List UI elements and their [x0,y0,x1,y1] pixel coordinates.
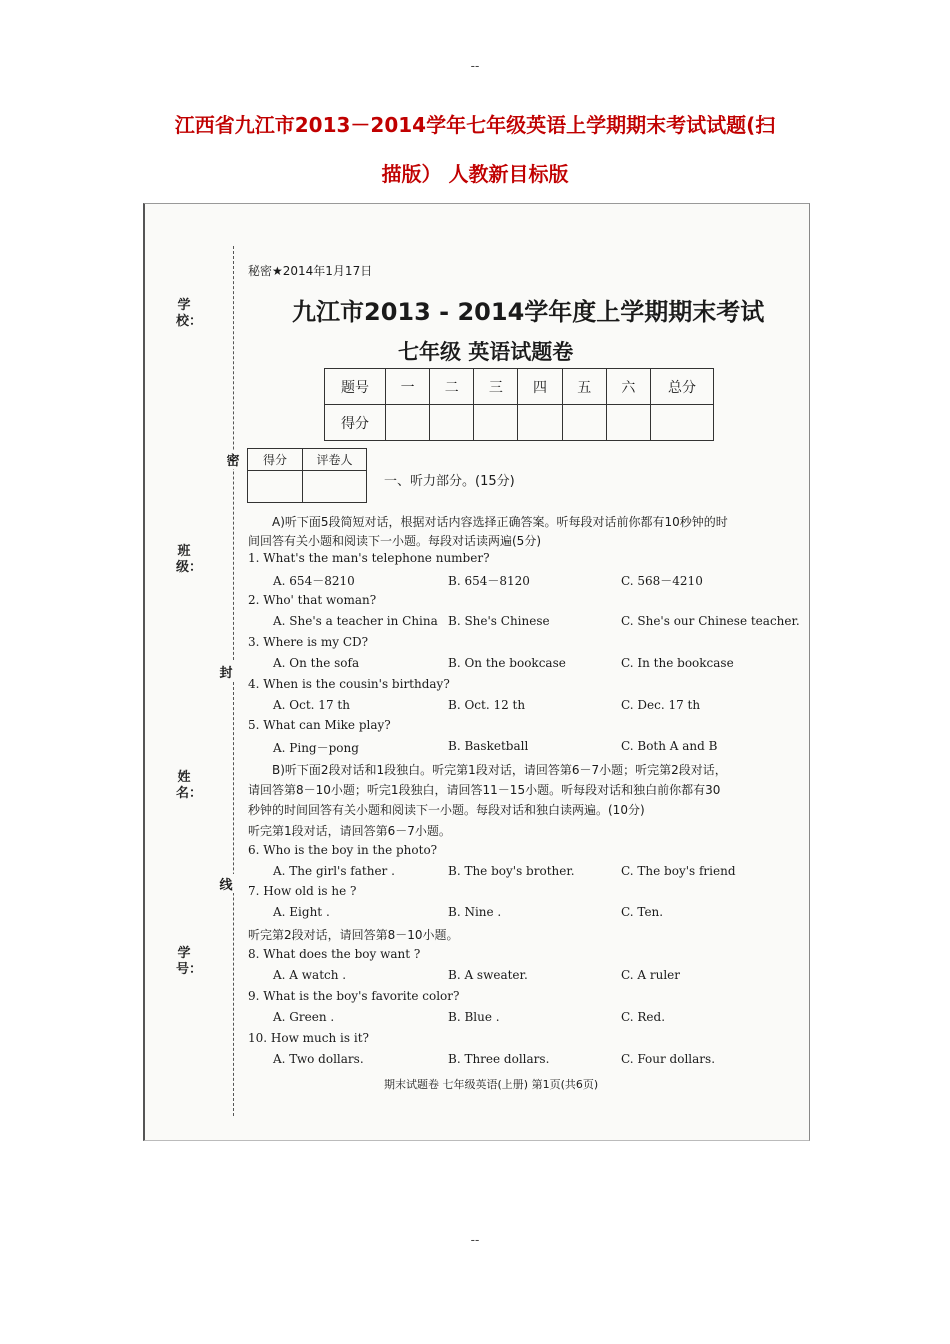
document-title-line-2: 描版） 人教新目标版 [381,162,569,186]
question-4-option-a: A. Oct. 17 th [273,698,350,712]
page-footer: 期末试题卷 七年级英语(上册) 第1页(共6页) [384,1078,599,1091]
score-header-cell: 总分 [651,369,714,405]
question-8-option-a: A. A watch . [273,968,347,982]
page-marker-bottom: -- [470,1232,480,1247]
score-table [324,368,714,441]
question-1: 1. What's the man's telephone number? [248,551,490,565]
seal-char-mi: 密 [225,450,241,469]
score-header-cell: 三 [474,369,518,405]
score-cell [651,405,714,441]
question-5-option-c: C. Both A and B [621,739,718,753]
question-6: 6. Who is the boy in the photo? [248,843,438,857]
side-label-school: 学校： [176,298,203,329]
score-cell [430,405,474,441]
question-7: 7. How old is he ? [248,884,357,898]
question-4-option-c: C. Dec. 17 th [621,698,701,712]
note-questions-8-10: 听完第2段对话，请回答第8－10小题。 [248,928,459,942]
note-questions-6-7: 听完第1段对话，请回答第6－7小题。 [248,824,451,838]
question-3: 3. Where is my CD? [248,635,369,649]
score-cell [386,405,430,441]
part-a-instructions-line-2: 间回答有关小题和阅读下一小题。每段对话读两遍(5分) [248,534,542,548]
question-10-option-a: A. Two dollars. [273,1052,364,1066]
question-1-option-b: B. 654－8120 [448,574,530,588]
question-9-option-c: C. Red. [621,1010,666,1024]
score-header-cell: 四 [518,369,562,405]
grader-header-grader: 评卷人 [303,449,367,471]
page-marker-top: -- [470,58,480,73]
question-2-option-c: C. She's our Chinese teacher. [621,614,800,628]
part-a-instructions-line-1: A)听下面5段简短对话，根据对话内容选择正确答案。听每段对话前你都有10秒钟的时 [272,515,728,529]
grader-cell [303,471,367,503]
question-7-option-c: C. Ten. [621,905,664,919]
seal-char-xian: 线 [218,874,234,893]
score-cell [518,405,562,441]
question-9: 9. What is the boy's favorite color? [248,989,460,1003]
section-one-heading: 一、听力部分。(15分) [384,474,515,489]
question-8-option-c: C. A ruler [621,968,681,982]
question-8-option-b: B. A sweater. [448,968,528,982]
part-b-instructions-line-3: 秒钟的时间回答有关小题和阅读下一小题。每段对话和独白读两遍。(10分) [248,803,645,817]
question-4: 4. When is the cousin's birthday? [248,677,450,691]
part-b-instructions-line-1: B)听下面2段对话和1段独白。听完第1段对话，请回答第6－7小题；听完第2段对话， [272,763,727,777]
question-4-option-b: B. Oct. 12 th [448,698,526,712]
side-label-student-number: 学号： [176,946,203,977]
question-3-option-b: B. On the bookcase [448,656,566,670]
question-7-option-b: B. Nine . [448,905,502,919]
side-label-name: 姓名： [176,770,203,801]
question-2: 2. Who' that woman? [248,593,377,607]
question-1-option-a: A. 654－8210 [273,574,355,588]
question-3-option-c: C. In the bookcase [621,656,734,670]
score-header-cell: 二 [430,369,474,405]
score-header-cell: 题号 [325,369,386,405]
score-cell [562,405,606,441]
question-8: 8. What does the boy want ? [248,947,421,961]
seal-char-feng: 封 [218,662,234,681]
question-2-option-b: B. She's Chinese [448,614,550,628]
exam-subtitle: 七年级 英语试题卷 [398,340,574,364]
question-10-option-c: C. Four dollars. [621,1052,716,1066]
question-9-option-b: B. Blue . [448,1010,500,1024]
question-3-option-a: A. On the sofa [273,656,360,670]
score-row-label: 得分 [325,405,386,441]
document-title-line-1: 江西省九江市2013－2014学年七年级英语上学期期末考试试题(扫 [174,113,776,137]
question-5-option-b: B. Basketball [448,739,529,753]
part-b-instructions-line-2: 请回答第8－10小题；听完1段独白，请回答11－15小题。听每段对话和独白前你都有30 [248,783,721,797]
score-header-cell: 六 [606,369,650,405]
question-5: 5. What can Mike play? [248,718,391,732]
grader-table [247,448,367,503]
confidential-date: 秘密★2014年1月17日 [248,264,373,278]
exam-title: 九江市2013 - 2014学年度上学期期末考试 [292,298,765,326]
question-6-option-c: C. The boy's friend [621,864,736,878]
grader-cell [248,471,303,503]
seal-dashed-line [233,246,234,1116]
question-5-option-a: A. Ping－pong [273,741,359,755]
question-6-option-a: A. The girl's father . [273,864,395,878]
question-2-option-a: A. She's a teacher in China [273,614,438,628]
score-header-cell: 一 [386,369,430,405]
question-7-option-a: A. Eight . [273,905,330,919]
score-cell [474,405,518,441]
question-9-option-a: A. Green . [273,1010,335,1024]
grader-header-score: 得分 [248,449,303,471]
score-header-cell: 五 [562,369,606,405]
question-1-option-c: C. 568－4210 [621,574,703,588]
side-label-class: 班级： [176,544,203,575]
question-6-option-b: B. The boy's brother. [448,864,575,878]
question-10-option-b: B. Three dollars. [448,1052,550,1066]
question-10: 10. How much is it? [248,1031,369,1045]
score-cell [606,405,650,441]
